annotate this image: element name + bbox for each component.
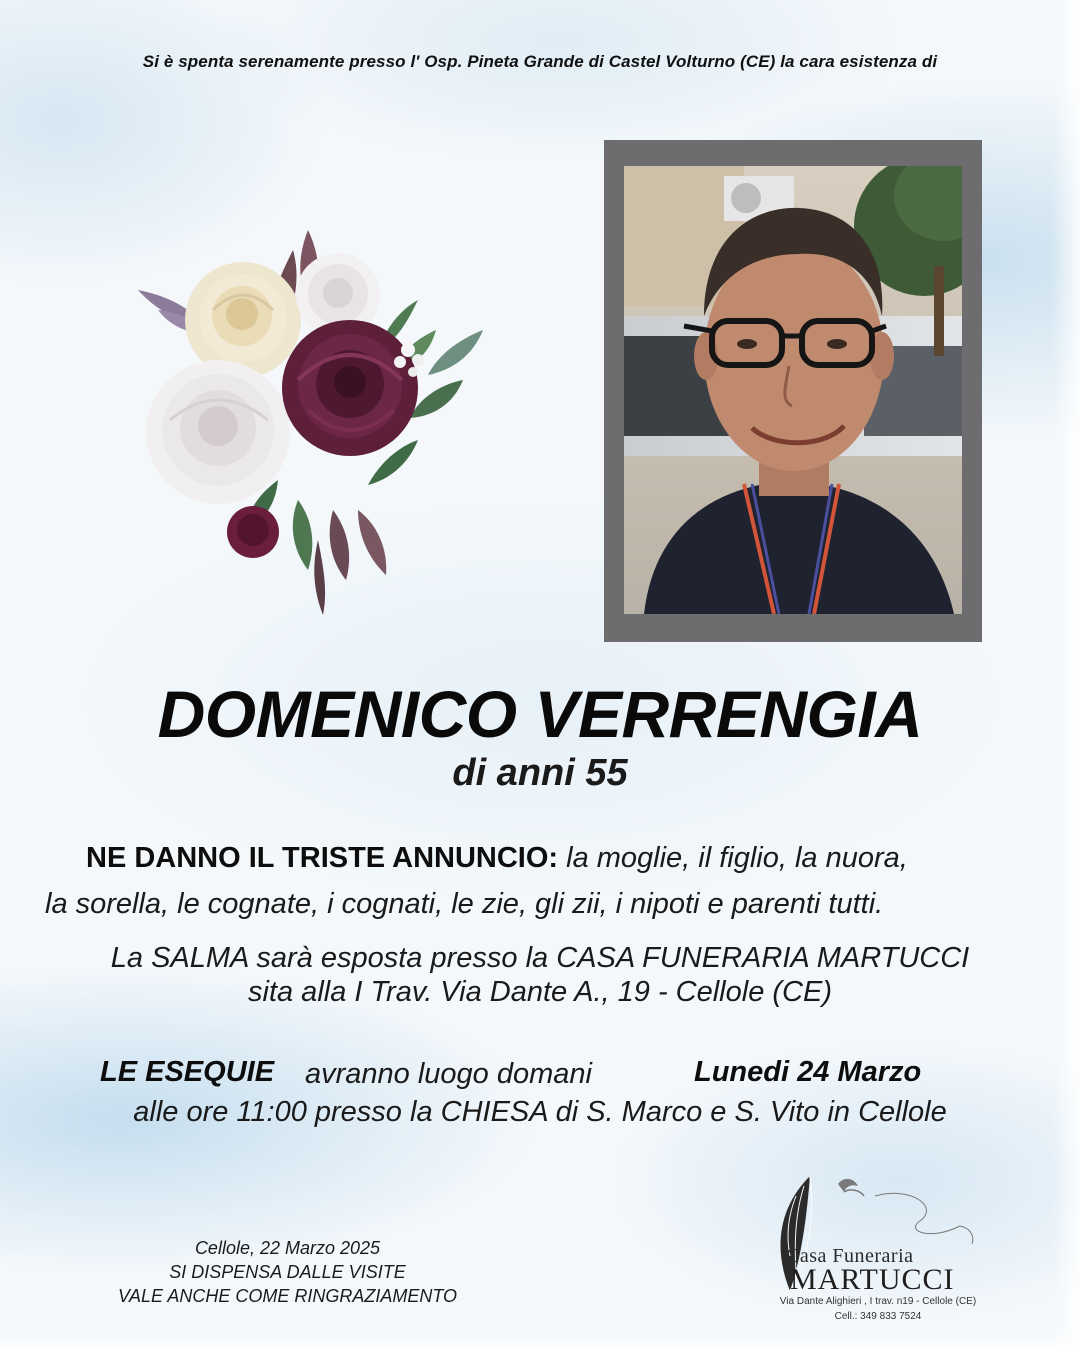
footer-no-visits: SI DISPENSA DALLE VISITE bbox=[169, 1262, 406, 1282]
cream-rose bbox=[185, 262, 301, 378]
logo-address: Via Dante Alighieri , I trav. n19 - Cellole (CE) bbox=[779, 1296, 977, 1307]
portrait-image bbox=[624, 166, 962, 614]
logo-brand-name: MARTUCCI bbox=[790, 1263, 955, 1296]
esequie-middle: avranno luogo domani bbox=[305, 1058, 592, 1090]
announcement-lead: NE DANNO IL TRISTE ANNUNCIO: bbox=[86, 842, 559, 874]
footer-thanks: VALE ANCHE COME RINGRAZIAMENTO bbox=[117, 1286, 458, 1306]
esequie-date: Lunedi 24 Marzo bbox=[694, 1056, 922, 1088]
announcement-line-2: la sorella, le cognate, i cognati, le zie, gli zii, i nipoti e parenti tutti. bbox=[45, 888, 884, 920]
salma-line-2: sita alla I Trav. Via Dante A., 19 - Cellole (CE) bbox=[248, 976, 832, 1008]
portrait-frame bbox=[604, 140, 982, 642]
page-edge-fade bbox=[1052, 0, 1080, 1350]
salma-line-1: La SALMA sarà esposta presso la CASA FUNERARIA MARTUCCI bbox=[110, 942, 970, 974]
burgundy-rose bbox=[282, 320, 418, 456]
deceased-name: DOMENICO VERRENGIA bbox=[157, 677, 923, 751]
small-burgundy-bud bbox=[227, 506, 279, 558]
esequie-line-2: alle ore 11:00 presso la CHIESA di S. Marco e S. Vito in Cellole bbox=[133, 1096, 947, 1128]
announcement-rest: la moglie, il figlio, la nuora, bbox=[558, 842, 908, 874]
portrait-photo bbox=[624, 166, 962, 614]
flower-bouquet-icon bbox=[118, 210, 498, 620]
page-edge-fade-bottom bbox=[0, 1330, 1080, 1350]
deceased-age: di anni 55 bbox=[452, 752, 628, 794]
logo-brand-top: Casa Funeraria bbox=[786, 1245, 914, 1267]
logo-cell-phone: Cell.: 349 833 7524 bbox=[834, 1311, 922, 1322]
footer-notes bbox=[60, 1236, 515, 1308]
esequie-lead: LE ESEQUIE bbox=[100, 1056, 275, 1088]
intro-text: Si è spenta serenamente presso l' Osp. Pineta Grande di Castel Volturno (CE) la cara esistenza di bbox=[142, 52, 938, 71]
announcement-line-1 bbox=[86, 842, 908, 875]
footer-date-place: Cellole, 22 Marzo 2025 bbox=[194, 1238, 381, 1258]
white-rose-large bbox=[146, 360, 290, 504]
